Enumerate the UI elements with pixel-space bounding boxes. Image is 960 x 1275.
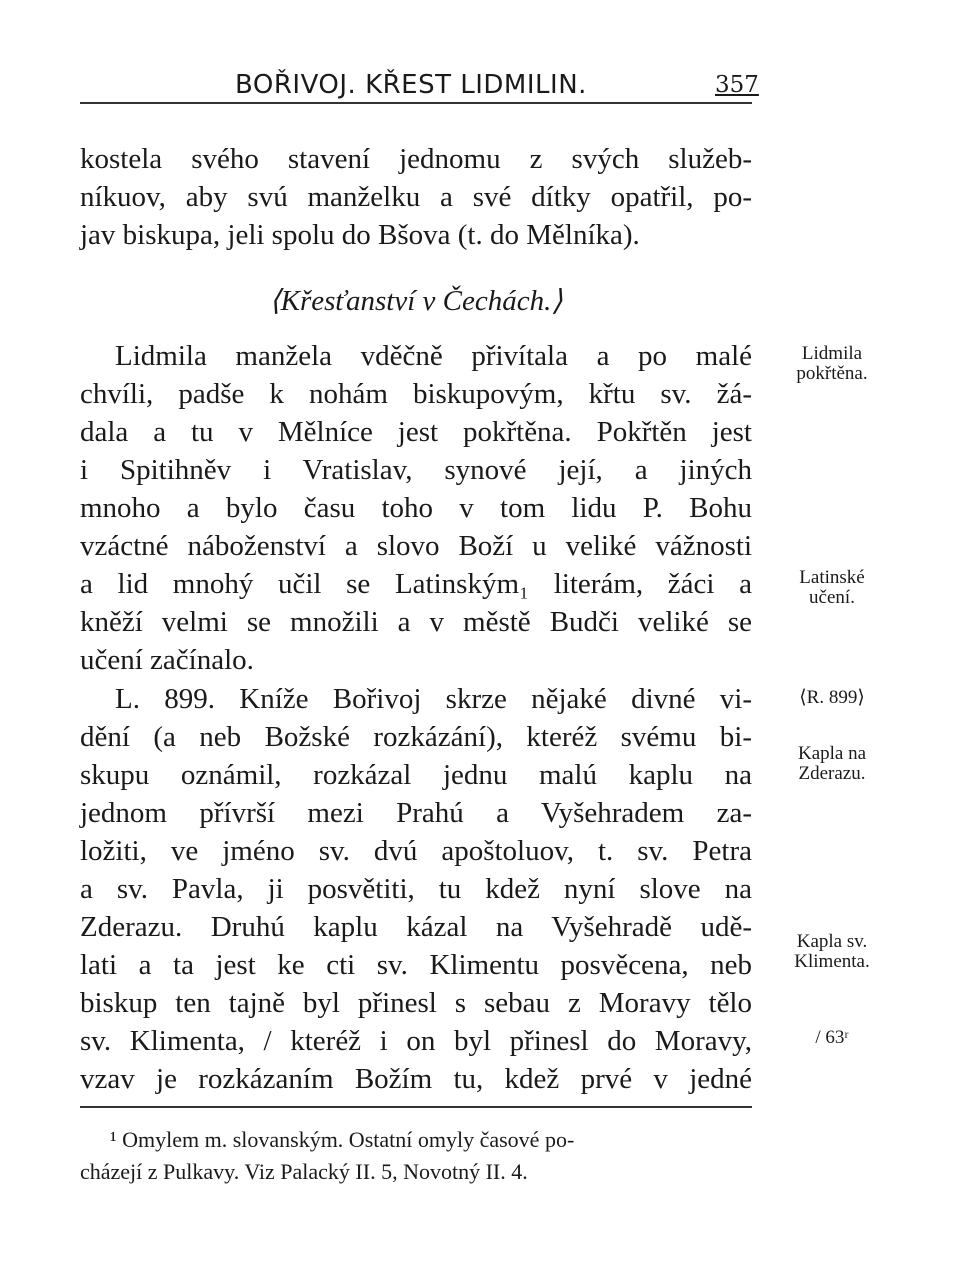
text-line: vzáctné náboženství a slovo Boží u veliké vážnosti [80,530,752,562]
text-line: sv. Klimenta, / kteréž i on byl přinesl do Moravy, [80,1025,752,1057]
margin-note-line: učení. [809,587,855,608]
text-line: mnoho a bylo času toho v tom lidu P. Bohu [80,492,752,524]
margin-note-latinske [772,568,892,608]
running-title: BOŘIVOJ. KŘEST LIDMILIN. [235,70,587,100]
text-line: ložiti, ve jméno sv. dvú apoštoluov, t. sv. Petra [80,835,752,867]
margin-note-year [772,688,892,708]
text-line: dění (a neb Božské rozkázání), kteréž svému bi- [80,721,752,753]
footnote-line: cházejí z Pulkavy. Viz Palacký II. 5, Novotný II. 4. [80,1159,528,1184]
margin-note-line: Lidmila [801,343,863,364]
text-line: vzav je rozkázaním Božím tu, kdež prvé v jedné [80,1063,752,1095]
text-line: Lidmila manžela vděčně přivítala a po malé [115,340,752,372]
page-number: 357 [715,72,759,98]
text-line: chvíli, padše k nohám biskupovým, křtu sv. žá- [80,378,752,410]
text-line: L. 899. Kníže Bořivoj skrze nějaké divné vi- [115,683,752,715]
text-line: i Spitihněv i Vratislav, synové její, a jiných [80,454,752,486]
margin-note-folio [772,1028,892,1048]
text-line: Zderazu. Druhú kaplu kázal na Vyšehradě udě- [80,911,752,943]
text-line: učení začínalo. [80,644,254,676]
section-heading: ⟨Křesťanství v Čechách.⟩ [269,285,563,317]
text-line: níkuov, aby svú manželku a své dítky opatřil, po- [80,181,752,213]
margin-note-kapla-kliment [772,932,892,972]
text-line: biskup ten tajně byl přinesl s sebau z Moravy tělo [80,987,752,1019]
margin-note-line: ⟨R. 899⟩ [799,687,865,708]
text-line: skupu oznámil, rozkázal jednu malú kaplu na [80,759,752,791]
margin-note-line: Latinské [799,567,865,588]
header-rule [80,102,752,104]
margin-note-line: / 63ʳ [815,1027,849,1048]
text-line: lati a ta jest ke cti sv. Klimentu posvěcena, neb [80,949,752,981]
text-line: kněží velmi se množili a v městě Budči veliké se [80,606,752,638]
margin-note-line: Zderazu. [798,763,866,784]
text-line: a lid mnohý učil se Latinským₁ literám, žáci a [80,568,752,600]
margin-note-lidmila [772,344,892,384]
margin-note-line: Klimenta. [794,951,870,972]
margin-note-line: pokřtěna. [796,363,868,384]
margin-note-line: Kapla na [797,743,867,764]
footnote-rule [80,1106,752,1108]
text-line: jav biskupa, jeli spolu do Bšova (t. do Mělníka). [80,219,640,251]
margin-note-kapla-zderaz [772,744,892,784]
margin-note-line: Kapla sv. [796,931,868,952]
text-line: kostela svého stavení jednomu z svých služeb- [80,143,752,175]
footnote-line: ¹ Omylem m. slovanským. Ostatní omyly časové po- [110,1127,575,1152]
text-line: jednom přívrší mezi Prahú a Vyšehradem za- [80,797,752,829]
text-line: a sv. Pavla, ji posvětiti, tu kdež nyní slove na [80,873,752,905]
text-line: dala a tu v Mělníce jest pokřtěna. Pokřtěn jest [80,416,752,448]
